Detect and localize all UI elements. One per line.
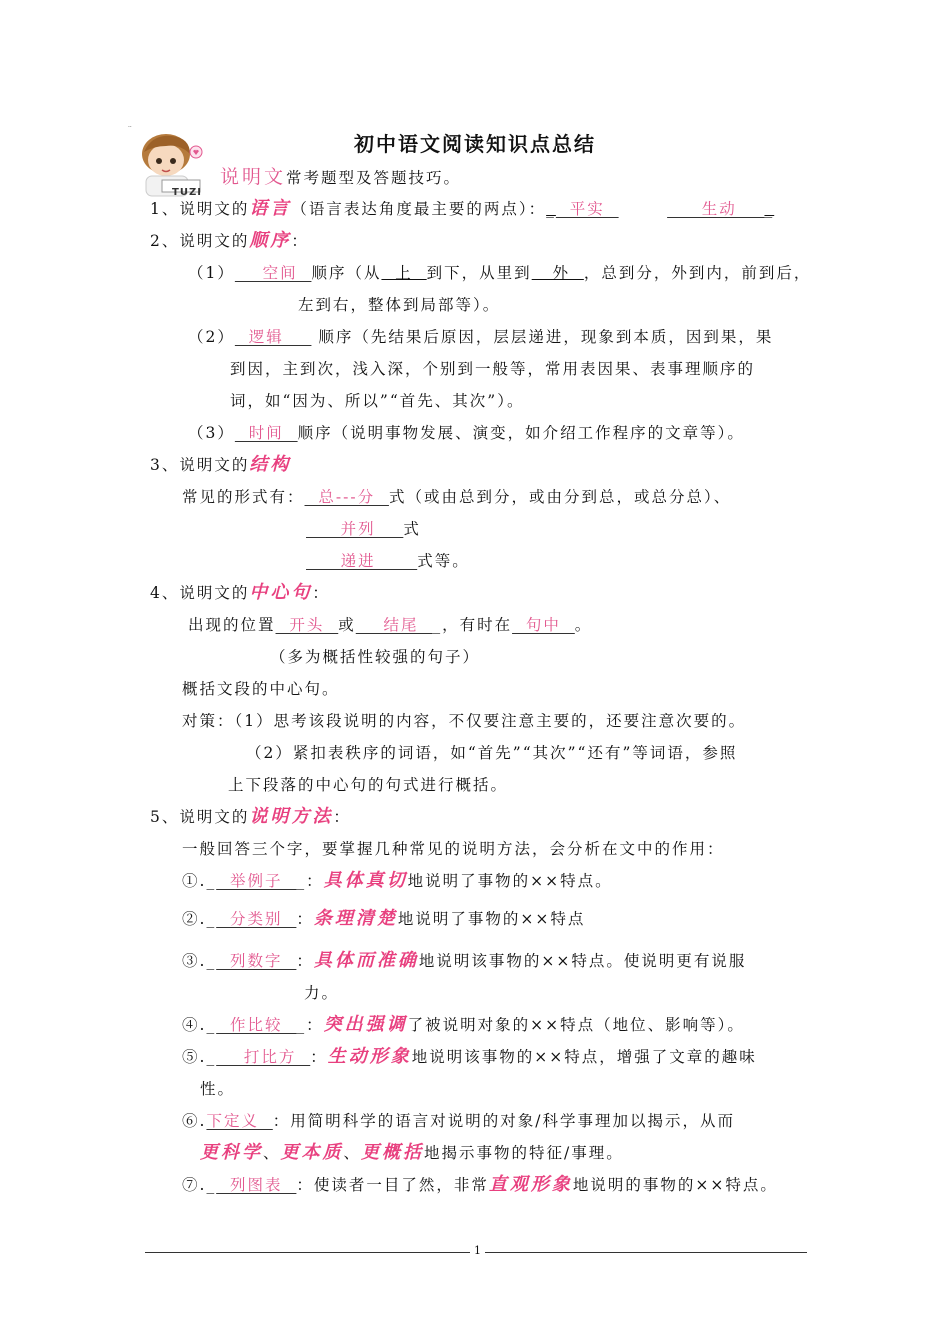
order-2-line [188,326,773,348]
section-3-prefix: 3、说明文的 [150,456,250,474]
methods-intro: 一般回答三个字，要掌握几种常见的说明方法，会分析在文中的作用： [182,840,725,858]
section-1-answer-1: 平实 [555,200,619,218]
structure-prefix: 常见的形式有： [182,488,305,506]
method-6-sep-1: 、 [263,1144,281,1162]
center-sentence-position: 出现的位置 开头 或 结尾 _，有时在 句中 。 [188,616,593,634]
order-1-line [188,262,811,284]
method-7-num: ⑦. [182,1176,207,1194]
section-4-heading [150,582,330,604]
section-2-key: 顺序 [249,230,292,251]
section-1-prefix: 1、说明文的 [150,200,250,218]
order-1-line-2: 左到右，整体到局部等）。 [298,296,501,314]
method-7-key: 直观形象 [488,1174,573,1195]
strategy-line-1: 对策：（1）思考该段说明的内容，不仅要注意主要的，还要注意次要的。 [182,712,747,730]
method-4-num: ④. [182,1016,207,1034]
section-4-key: 中心句 [249,582,313,603]
method-3-fill: 列数字 [216,952,297,970]
method-2-num: ②. [182,910,207,928]
structure-fill-1: 总---分 [304,488,389,506]
intro-line [220,166,461,189]
section-1-answer-2: 生动 [667,200,765,218]
method-6-post: ：用简明科学的语言对说明的对象/科学事理加以揭示，从而 [272,1112,736,1130]
position-mid-1: 或 [338,616,356,634]
method-7-post: 地说明的事物的××特点。 [572,1176,778,1194]
section-1-desc: （语言表达角度最主要的两点）： [291,200,547,218]
method-6-num: ⑥. [182,1112,207,1130]
method-6-fill: 下定义 [206,1112,273,1130]
method-2-key: 条理清楚 [313,908,398,929]
method-1-key: 具体真切 [323,870,408,891]
method-6-sep-2: 、 [343,1144,362,1162]
order-1-fill: 空间 [234,264,312,282]
section-5-heading [150,806,351,828]
position-fill-3: 句中 [512,616,575,634]
method-1-line: ①._ 举例子 _：具体真切地说明了事物的××特点。 [182,870,613,891]
position-fill-1: 开头 [275,616,339,634]
method-1-fill: 举例子 [216,872,297,890]
method-5-num: ⑤. [182,1048,207,1066]
position-fill-2: 结尾 [355,616,433,634]
method-5-post: 地说明该事物的××特点，增强了文章的趣味 [411,1048,757,1066]
method-4-post: 了被说明对象的××特点（地位、影响等）。 [407,1016,745,1034]
structure-line-3 [306,550,470,572]
structure-fill-2: 并列 [306,520,404,538]
order-2-text: 顺序（先结果后原因，层层递进，现象到本质，因到果，果 [311,328,774,346]
method-5-key: 生动形象 [327,1046,412,1067]
method-6-key-2: 更本质 [280,1142,344,1163]
structure-post-1: 式（或由总到分，或由分到总，或总分总）、 [388,488,732,506]
method-6-post-2: 地揭示事物的特征/事理。 [424,1144,624,1162]
order-1-fill-2: 上 [381,264,427,282]
order-2-fill: 逻辑 [234,328,312,346]
order-3-text: 顺序（说明事物发展、演变，如介绍工作程序的文章等）。 [297,424,745,442]
section-2-prefix: 2、说明文的 [150,232,250,250]
strategy-line-2: （2）紧扣表秩序的词语，如“首先”“其次”“还有”等词语，参照 [246,744,738,762]
method-2-fill: 分类别 [216,910,297,928]
method-6-line [182,1110,735,1132]
method-4-fill: 作比较 [216,1016,297,1034]
method-7-line: ⑦._ 列图表 ：使读者一目了然，非常直观形象地说明的事物的××特点。 [182,1174,778,1195]
method-3-key: 具体而准确 [313,950,419,971]
method-2-line: ②._ 分类别 ：条理清楚地说明了事物的××特点 [182,908,586,929]
method-4-line: ④._ 作比较 _：突出强调了被说明对象的××特点（地位、影响等）。 [182,1014,745,1035]
page-title: 初中语文阅读知识点总结 [354,132,596,156]
method-6-key-1: 更科学 [200,1142,263,1163]
position-mid-2: ，有时在 [442,616,513,634]
avatar-label: TUZI [172,187,202,198]
section-5-colon: ： [333,808,351,826]
avatar-caption: ·· [128,124,132,131]
method-3-post: 地说明该事物的××特点。使说明更有说服 [418,952,747,970]
section-1-key: 语言 [249,198,292,219]
strategy-line-3: 上下段落的中心句的句式进行概括。 [228,776,509,794]
position-end: 。 [574,616,593,634]
position-prefix: 出现的位置 [188,616,276,634]
section-2-colon: ： [291,232,309,250]
order-3-line [188,422,745,444]
section-4-prefix: 4、说明文的 [150,584,250,602]
method-1-num: ①. [182,872,207,890]
section-5-key: 说明方法 [249,806,334,827]
intro-head: 说明文 [220,166,287,188]
section-5-prefix: 5、说明文的 [150,808,250,826]
center-sentence-summary: 概括文段的中心句。 [182,680,340,698]
method-5-fill: 打比方 [216,1048,311,1066]
method-6-line-2 [200,1142,624,1164]
method-2-post: 地说明了事物的××特点 [397,910,586,928]
order-2-line-3: 词，如“因为、所以”“首先、其次”）。 [230,392,525,410]
structure-post-3: 式等。 [417,552,470,570]
order-1-num: （1） [188,264,235,282]
order-1-text-b: 到下，从里到 [426,264,532,282]
method-5-line: ⑤._ 打比方 ：生动形象地说明该事物的××特点，增强了文章的趣味 [182,1046,757,1067]
order-2-line-2: 到因，主到次，浅入深，个别到一般等，常用表因果、表事理顺序的 [230,360,756,378]
section-3-heading [150,454,291,476]
structure-line-1 [182,486,731,508]
structure-line-2 [306,518,421,540]
method-6-key-3: 更概括 [361,1142,425,1163]
section-3-key: 结构 [249,454,292,475]
structure-fill-3: 递进 [306,552,418,570]
method-1-post: 地说明了事物的××特点。 [407,872,613,890]
section-2-heading [150,230,309,252]
order-3-fill: 时间 [234,424,298,442]
order-1-text-c: ，总到分，外到内，前到后， [583,264,812,282]
structure-post-2: 式 [403,520,421,538]
method-3-line: ③._ 列数字 ：具体而准确地说明该事物的××特点。使说明更有说服 [182,950,747,971]
method-7-mid: ：使读者一目了然，非常 [296,1176,489,1194]
section-4-colon: ： [312,584,330,602]
center-sentence-note: （多为概括性较强的句子） [270,648,481,666]
method-3-num: ③. [182,952,207,970]
order-3-num: （3） [188,424,235,442]
method-4-key: 突出强调 [323,1014,408,1035]
order-2-num: （2） [188,328,235,346]
order-1-text-a: 顺序（从 [311,264,382,282]
method-3-line-2: 力。 [304,984,340,1002]
intro-rest: 常考题型及答题技巧。 [286,169,462,187]
method-7-fill: 列图表 [216,1176,297,1194]
page-number: 1 [470,1244,485,1257]
order-1-fill-3: 外 [531,264,584,282]
method-5-line-2: 性。 [200,1080,236,1098]
section-1-line: 1、说明文的语言（语言表达角度最主要的两点）：_ 平实 生动 _ [150,198,775,219]
